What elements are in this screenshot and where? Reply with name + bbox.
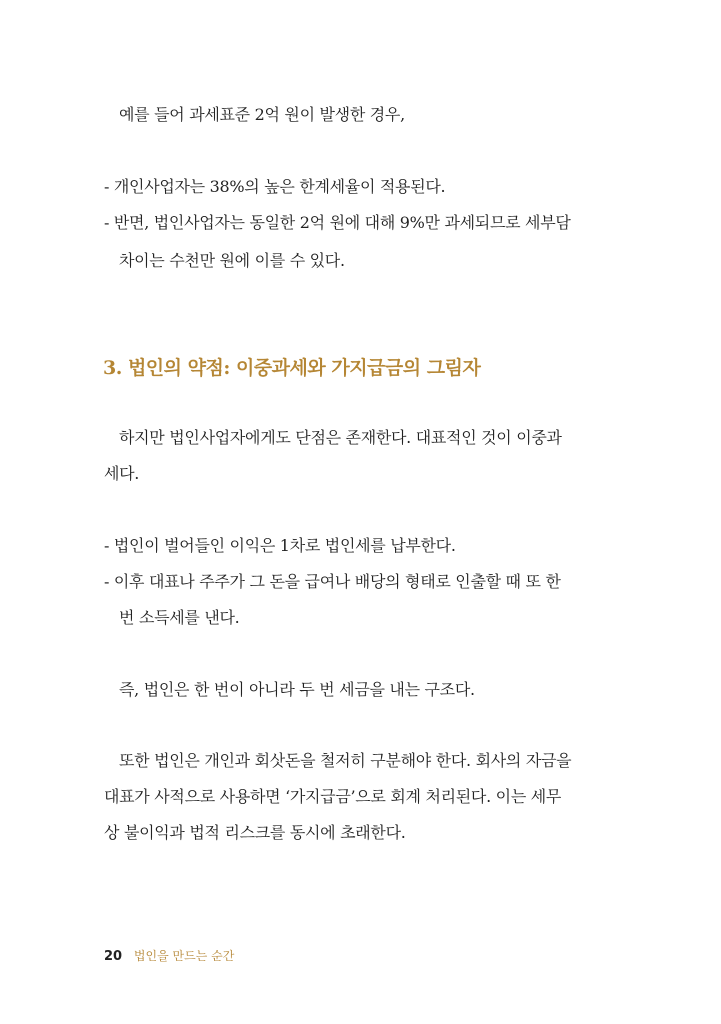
bullet-personal-income-tax-line2: 번 소득세를 낸다. bbox=[119, 608, 240, 627]
drawback-paragraph-line2: 세다. bbox=[104, 464, 140, 483]
bullet-personal-income-tax-line1: - 이후 대표나 주주가 그 돈을 급여나 배당의 형태로 인출할 때 또 한 bbox=[104, 572, 561, 591]
drawback-paragraph-line1: 하지만 법인사업자에게도 단점은 존재한다. 대표적인 것이 이중과 bbox=[119, 428, 562, 447]
book-title: 법인을 만드는 순간 bbox=[133, 949, 235, 963]
page-footer bbox=[104, 948, 234, 965]
page-number: 20 bbox=[104, 949, 123, 964]
provisional-payment-line2: 대표가 사적으로 사용하면 ‘가지급금’으로 회계 처리된다. 이는 세무 bbox=[104, 787, 562, 806]
double-tax-summary: 즉, 법인은 한 번이 아니라 두 번 세금을 내는 구조다. bbox=[119, 680, 475, 699]
section-heading: 3. 법인의 약점: 이중과세와 가지급금의 그림자 bbox=[103, 357, 481, 379]
bullet-corporate-tax-line1: - 반면, 법인사업자는 동일한 2억 원에 대해 9%만 과세되므로 세부담 bbox=[104, 213, 571, 232]
example-paragraph: 예를 들어 과세표준 2억 원이 발생한 경우, bbox=[119, 105, 405, 124]
bullet-corporate-tax-line2: 차이는 수천만 원에 이를 수 있다. bbox=[119, 251, 345, 270]
bullet-corporate-income-tax: - 법인이 벌어들인 이익은 1차로 법인세를 납부한다. bbox=[104, 536, 456, 555]
bullet-individual-tax: - 개인사업자는 38%의 높은 한계세율이 적용된다. bbox=[104, 177, 446, 196]
provisional-payment-line1: 또한 법인은 개인과 회삿돈을 철저히 구분해야 한다. 회사의 자금을 bbox=[119, 751, 572, 770]
provisional-payment-line3: 상 불이익과 법적 리스크를 동시에 초래한다. bbox=[104, 823, 406, 842]
